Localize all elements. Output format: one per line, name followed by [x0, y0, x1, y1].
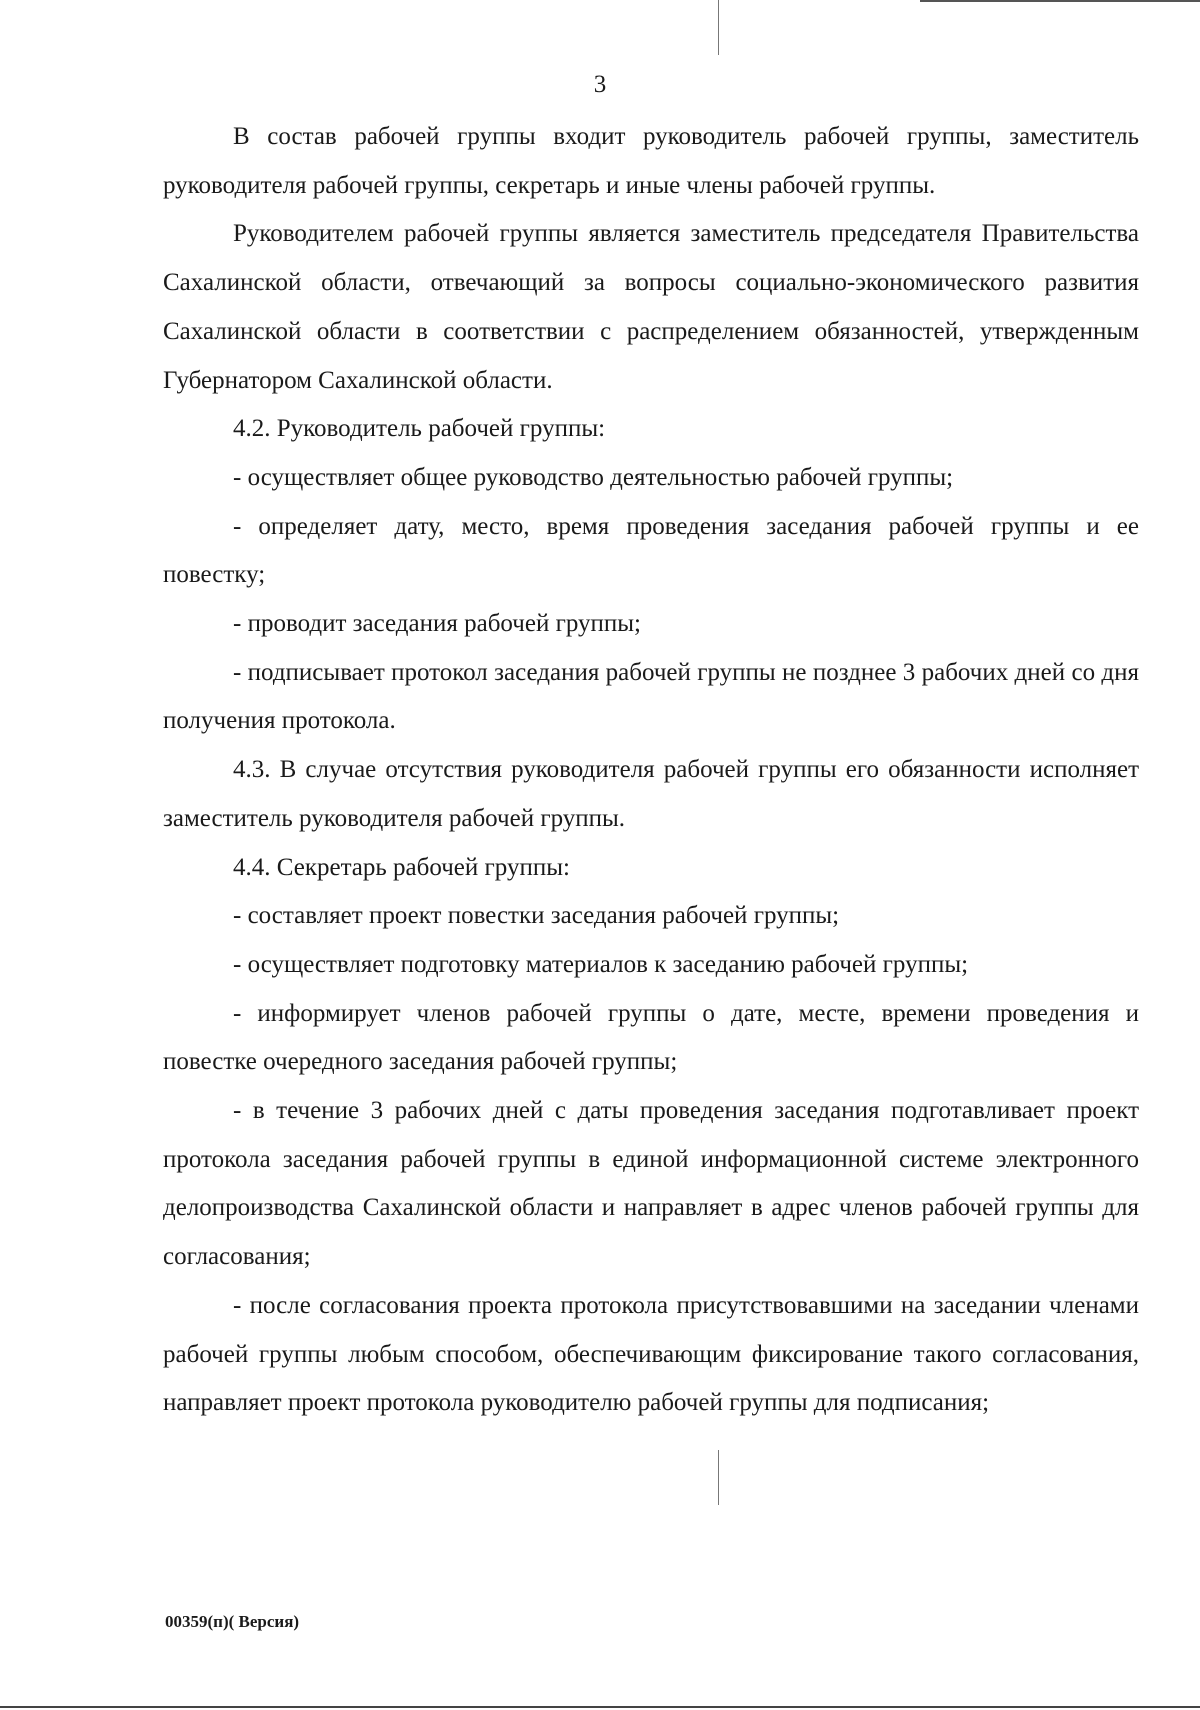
paragraph: 4.2. Руководитель рабочей группы: — [233, 415, 606, 443]
paragraph: 4.4. Секретарь рабочей группы: — [233, 853, 570, 881]
list-item: - информирует членов рабочей группы о дате, месте, времени проведения и повестке очередного заседания рабочей группы; — [163, 999, 1139, 1076]
document-code: 00359(п)( Версия) — [165, 1612, 300, 1631]
list-item: - в течение 3 рабочих дней с даты проведения заседания подготавливает проект протокола заседания рабочей группы в единой информационной системе электронного делопроизводства Сахалинской области и направляет в адрес членов рабочей группы для согласования; — [163, 1097, 1139, 1271]
scan-edge-top — [920, 0, 1200, 2]
document-body — [163, 113, 1139, 1428]
scan-mark — [718, 0, 719, 55]
scan-edge-bottom — [0, 1706, 1200, 1708]
list-item: - проводит заседания рабочей группы; — [233, 610, 641, 638]
scan-mark — [718, 1450, 719, 1505]
paragraph: В состав рабочей группы входит руководитель рабочей группы, заместитель руководителя рабочей группы, секретарь и иные члены рабочей группы. — [163, 123, 1139, 199]
list-item: - осуществляет подготовку материалов к заседанию рабочей группы; — [233, 950, 969, 978]
list-item: - после согласования проекта протокола присутствовавшими на заседании членами рабочей группы любым способом, обеспечивающим фиксирование такого согласования, направляет проект протокола руководителю рабочей группы для подписания; — [163, 1291, 1139, 1417]
list-item: - определяет дату, место, время проведения заседания рабочей группы и ее повестку; — [163, 512, 1139, 589]
page-number: 3 — [593, 71, 607, 98]
list-item: - осуществляет общее руководство деятельностью рабочей группы; — [233, 463, 954, 491]
paragraph: 4.3. В случае отсутствия руководителя рабочей группы его обязанности исполняет заместитель руководителя рабочей группы. — [163, 756, 1139, 832]
list-item: - составляет проект повестки заседания рабочей группы; — [233, 902, 840, 930]
paragraph: Руководителем рабочей группы является заместитель председателя Правительства Сахалинской области, отвечающий за вопросы социально-экономического развития Сахалинской области в соответствии с распределением обязанностей, утвержденным Губернатором Сахалинской области. — [163, 220, 1139, 394]
list-item: - подписывает протокол заседания рабочей группы не позднее 3 рабочих дней со дня получения протокола. — [163, 658, 1139, 735]
